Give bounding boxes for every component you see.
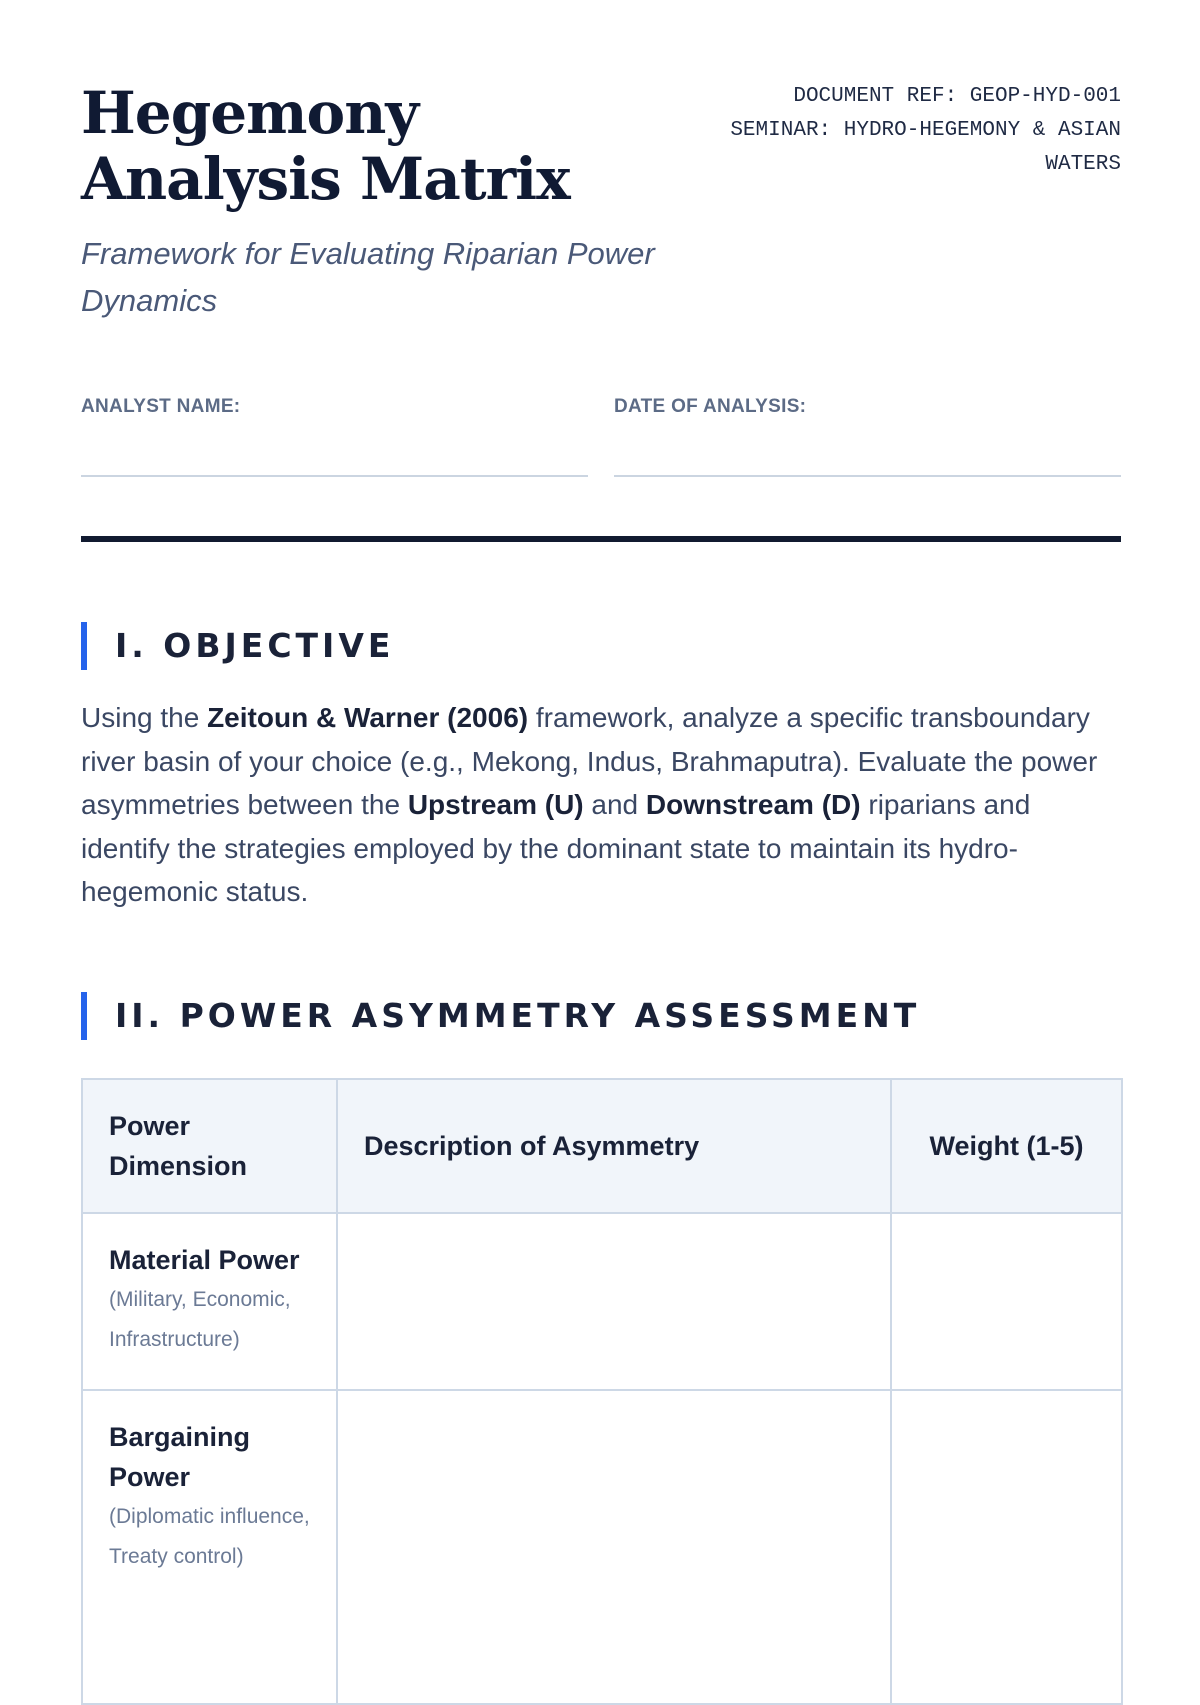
objective-text-1: Using the	[81, 702, 208, 733]
table-header-row	[82, 1079, 1122, 1213]
power-asymmetry-table	[81, 1078, 1123, 1705]
header-divider	[81, 536, 1121, 542]
date-of-analysis-field[interactable]	[614, 396, 1121, 481]
objective-text-4: riparians and identify the strategies employed by the dominant state to maintain its hydro-hegemonic status.	[81, 789, 1031, 907]
analyst-name-line	[81, 475, 588, 477]
dimension-cell	[82, 1390, 337, 1704]
header-fields	[81, 396, 1121, 481]
page-title: Hegemony Analysis Matrix	[81, 79, 570, 213]
description-cell[interactable]	[337, 1213, 891, 1390]
worksheet-page	[81, 0, 1121, 1568]
section-power-asymmetry-heading: II. POWER ASYMMETRY ASSESSMENT	[81, 992, 1121, 1040]
analyst-name-field[interactable]	[81, 396, 588, 481]
description-cell[interactable]	[337, 1390, 891, 1704]
dimension-detail: (Diplomatic influence, Treaty control)	[109, 1505, 310, 1568]
document-header	[81, 0, 1121, 340]
column-header-description: Description of Asymmetry	[337, 1079, 891, 1213]
column-header-weight: Weight (1-5)	[891, 1079, 1122, 1213]
dimension-detail: (Military, Economic, Infrastructure)	[109, 1288, 291, 1351]
analyst-name-label: ANALYST NAME:	[81, 396, 241, 417]
objective-bold-framework: Zeitoun & Warner (2006)	[207, 702, 529, 733]
table-row	[82, 1213, 1122, 1390]
document-ref: DOCUMENT REF: GEOP-HYD-001	[793, 85, 1121, 108]
dimension-cell	[82, 1213, 337, 1390]
seminar-name: SEMINAR: HYDRO-HEGEMONY & ASIAN WATERS	[730, 119, 1121, 176]
objective-bold-downstream: Downstream (D)	[645, 789, 861, 820]
objective-bold-upstream: Upstream (U)	[407, 789, 584, 820]
dimension-name: Material Power	[109, 1245, 300, 1275]
objective-text-2: framework, analyze a specific transboundary river basin of your choice (e.g., Mekong, Indus, Brahmaputra). Evaluate the power asymmetries between the	[81, 702, 1098, 820]
date-of-analysis-label: DATE OF ANALYSIS:	[614, 396, 807, 417]
weight-cell[interactable]	[891, 1213, 1122, 1390]
date-of-analysis-line	[614, 475, 1121, 477]
column-header-power-dimension: Power Dimension	[82, 1079, 337, 1213]
objective-text	[81, 696, 1121, 914]
table-row	[82, 1390, 1122, 1704]
weight-cell[interactable]	[891, 1390, 1122, 1704]
document-meta	[701, 80, 1121, 182]
page-subtitle: Framework for Evaluating Riparian Power Dynamics	[81, 236, 655, 318]
objective-text-3: and	[583, 789, 646, 820]
dimension-name: Bargaining Power	[109, 1422, 251, 1492]
section-objective-heading: I. OBJECTIVE	[81, 622, 1121, 670]
